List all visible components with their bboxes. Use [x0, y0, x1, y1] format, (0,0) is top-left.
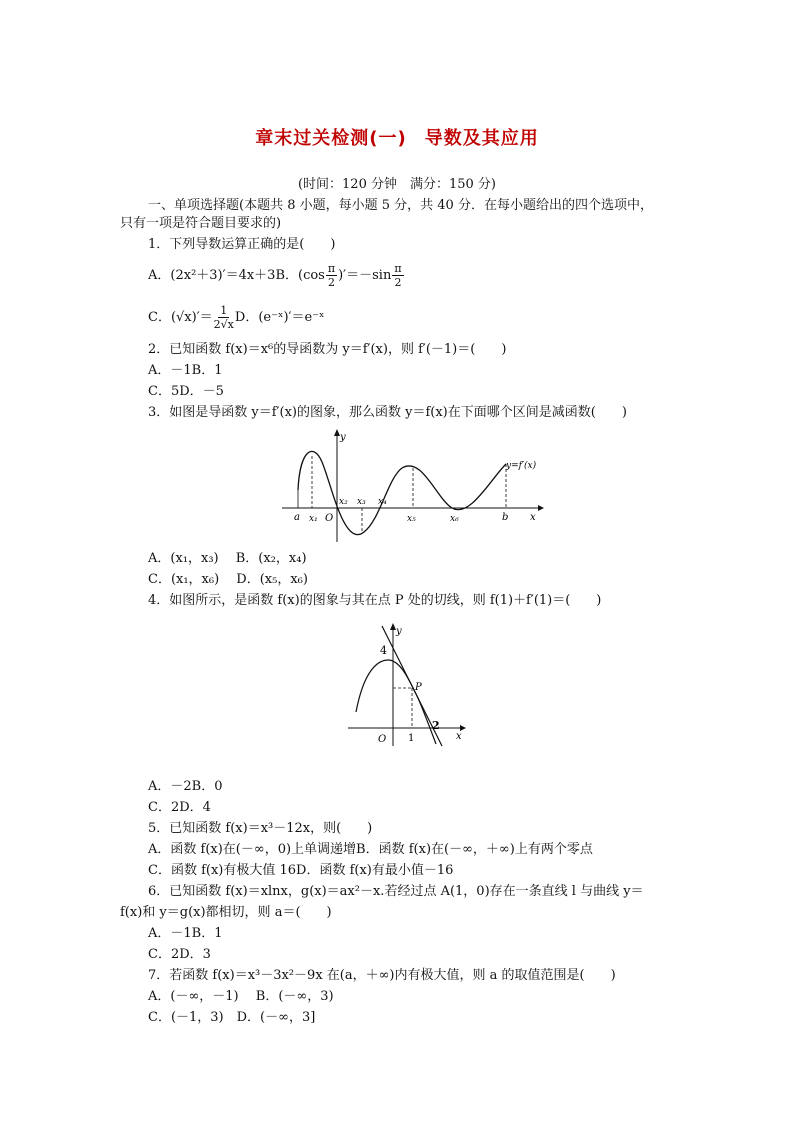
q4-label-p: P: [415, 682, 422, 693]
q1-frac-num-b: π: [394, 262, 402, 275]
q1-option-b: )′＝－sin: [338, 268, 392, 283]
q2-stem: 2．已知函数 f(x)＝x⁶的导函数为 y＝f′(x)，则 f′(－1)＝( ): [148, 342, 507, 357]
q4-label-4: 4: [380, 644, 387, 657]
q4-label-origin: O: [378, 734, 387, 745]
q1-fraction-c: [214, 304, 234, 331]
q7-options-cd: C．(－1，3) D．(－∞，3]: [148, 1010, 316, 1025]
q3-label-x1: x₁: [309, 514, 318, 524]
q1-option-c: C．(√x)′＝: [148, 310, 213, 325]
q3-x-arrow: [538, 505, 544, 511]
q3-label-a: a: [294, 512, 300, 523]
q3-label-curve: y=f′(x): [506, 461, 537, 471]
q3-label-x6: x₆: [450, 514, 459, 524]
q5-options-cd: C．函数 f(x)有极大值 16D．函数 f(x)有最小值－16: [148, 863, 454, 878]
q7-options-ab: A．(－∞，－1) B．(－∞，3): [148, 989, 334, 1004]
q1-frac-c-num: 1: [220, 304, 228, 317]
q4-label-x: x: [456, 731, 462, 742]
q1-options-cd: [148, 304, 325, 331]
q1-frac-c-den: 2√x: [213, 318, 234, 331]
q3-derivative-graph: [276, 428, 546, 548]
q1-fraction-pi-over-2b: [392, 262, 403, 289]
q2-options-ab: A．－1B．1: [148, 363, 223, 378]
q3-label-x5: x₅: [407, 514, 416, 524]
q1-stem: 1．下列导数运算正确的是( ): [148, 237, 336, 252]
q3-label-origin: O: [325, 513, 334, 524]
q6-options-cd: C．2D．3: [148, 947, 211, 962]
q3-stem: 3．如图是导函数 y＝f′(x)的图象，那么函数 y＝f(x)在下面哪个区间是减函数( ): [148, 405, 627, 420]
q3-label-x3: x₃: [357, 497, 366, 507]
q3-label-x2: x₂: [339, 497, 348, 507]
q4-options-cd: C．2D．4: [148, 800, 211, 815]
q3-options-cd: C．(x₁，x₆) D．(x₅，x₆): [148, 572, 308, 587]
q1-fraction-pi-over-2: [326, 262, 337, 289]
q1-options-ab: [148, 262, 405, 289]
q4-stem: 4．如图所示，是函数 f(x)的图象与其在点 P 处的切线，则 f(1)＋f′(1)＝( ): [148, 593, 602, 608]
q3-label-y: y: [340, 432, 346, 443]
time-info: (时间：120 分钟 满分：150 分): [297, 177, 497, 192]
q5-stem: 5．已知函数 f(x)＝x³－12x，则( ): [148, 821, 373, 836]
section-instructions-line1: 一、单项选择题(本题共 8 小题，每小题 5 分，共 40 分．在每小题给出的四个选项中，: [148, 198, 653, 213]
q6-options-ab: A．－1B．1: [148, 926, 223, 941]
page-title: [0, 124, 794, 150]
q5-options-ab: A．函数 f(x)在(－∞，0)上单调递增B．函数 f(x)在(－∞，＋∞)上有两个零点: [148, 842, 593, 857]
q6-stem-line1: 6．已知函数 f(x)＝xlnx，g(x)＝ax²－x.若经过点 A(1，0)存在一条直线 l 与曲线 y＝: [148, 884, 644, 899]
q3-label-b: b: [502, 512, 509, 523]
q4-curve: [356, 660, 436, 744]
q1-frac-den: 2: [327, 276, 335, 289]
q4-tangent-graph: [346, 620, 470, 750]
q4-label-1: 1: [408, 733, 415, 744]
q1-frac-den-b: 2: [394, 276, 402, 289]
q3-label-x4: x₄: [378, 497, 387, 507]
q4-options-ab: A．－2B．0: [148, 779, 223, 794]
q1-frac-num: π: [327, 262, 336, 275]
q6-stem-line2: f(x)和 y＝g(x)都相切，则 a＝( ): [120, 905, 332, 920]
q3-label-x: x: [530, 512, 536, 523]
q7-stem: 7．若函数 f(x)＝x³－3x²－9x 在(a，＋∞)内有极大值，则 a 的取值范围是( ): [148, 968, 616, 983]
title-topic: 导数及其应用: [424, 128, 539, 149]
title-main: 章末过关检测(一): [255, 128, 407, 149]
q2-options-cd: C．5D．－5: [148, 384, 224, 399]
q4-label-2: 2: [432, 719, 440, 732]
section-instructions-line2: 只有一项是符合题目要求的): [120, 216, 282, 231]
q1-option-d: D．(e⁻ˣ)′＝e⁻ˣ: [234, 310, 325, 325]
q3-options-ab: A．(x₁，x₃) B．(x₂，x₄): [148, 551, 307, 566]
q4-label-y: y: [396, 626, 402, 637]
q1-option-a: A．(2x²＋3)′＝4x＋3B．(cos: [148, 268, 325, 283]
